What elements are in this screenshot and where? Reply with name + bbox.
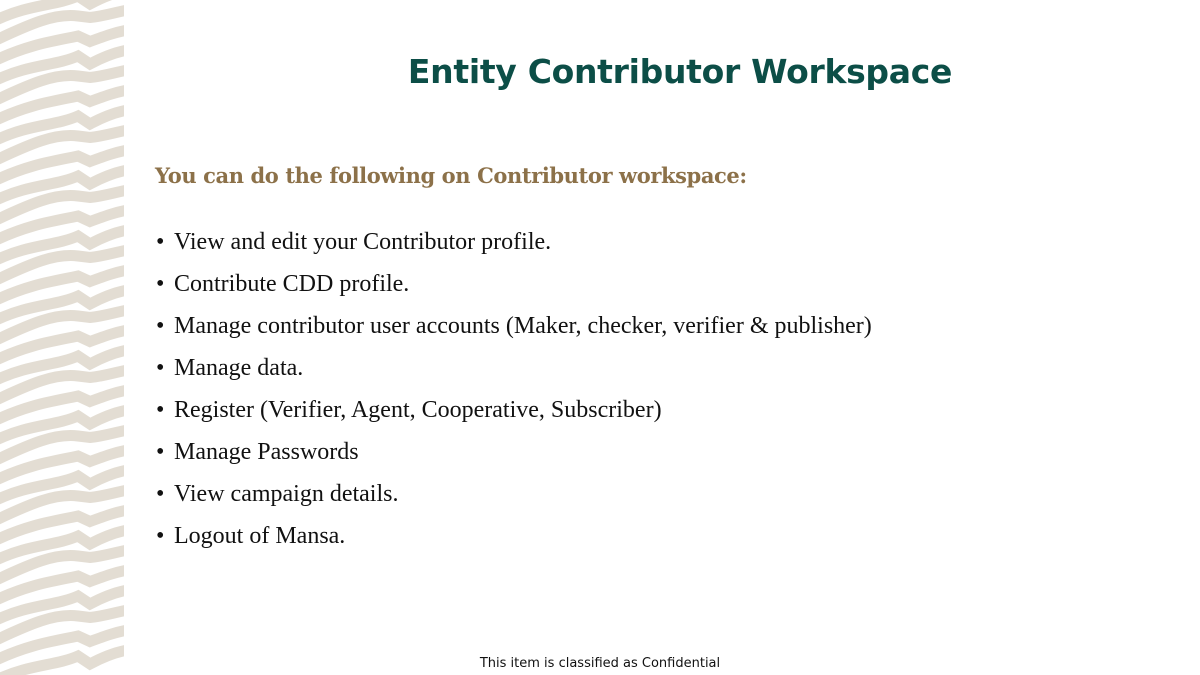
slide-title: Entity Contributor Workspace [407, 52, 953, 91]
list-item [156, 521, 872, 563]
bullet-icon: • [156, 397, 165, 423]
bullet-icon: • [156, 229, 165, 255]
list-item [156, 311, 872, 353]
fingerprint-stripes-decoration [0, 0, 124, 675]
bullet-icon: • [156, 355, 165, 381]
list-item-text: Contribute CDD profile. [174, 271, 410, 297]
list-item [156, 227, 872, 269]
bullet-icon: • [156, 313, 165, 339]
bullet-icon: • [156, 523, 165, 549]
list-item-text: Logout of Mansa. [174, 523, 346, 549]
bullet-icon: • [156, 481, 165, 507]
bullet-icon: • [156, 271, 165, 297]
list-item [156, 479, 872, 521]
list-item-text: Manage data. [174, 355, 304, 381]
list-item [156, 353, 872, 395]
feature-list [156, 227, 872, 563]
list-item-text: Register (Verifier, Agent, Cooperative, Subscriber) [174, 397, 662, 423]
list-item-text: Manage contributor user accounts (Maker, checker, verifier & publisher) [174, 313, 872, 339]
list-item [156, 269, 872, 311]
list-item-text: View campaign details. [174, 481, 399, 507]
slide-subtitle: You can do the following on Contributor workspace: [155, 163, 747, 188]
list-item-text: View and edit your Contributor profile. [174, 229, 552, 255]
list-item [156, 437, 872, 479]
list-item-text: Manage Passwords [174, 439, 359, 465]
bullet-icon: • [156, 439, 165, 465]
classification-footer: This item is classified as Confidential [479, 656, 721, 671]
list-item [156, 395, 872, 437]
